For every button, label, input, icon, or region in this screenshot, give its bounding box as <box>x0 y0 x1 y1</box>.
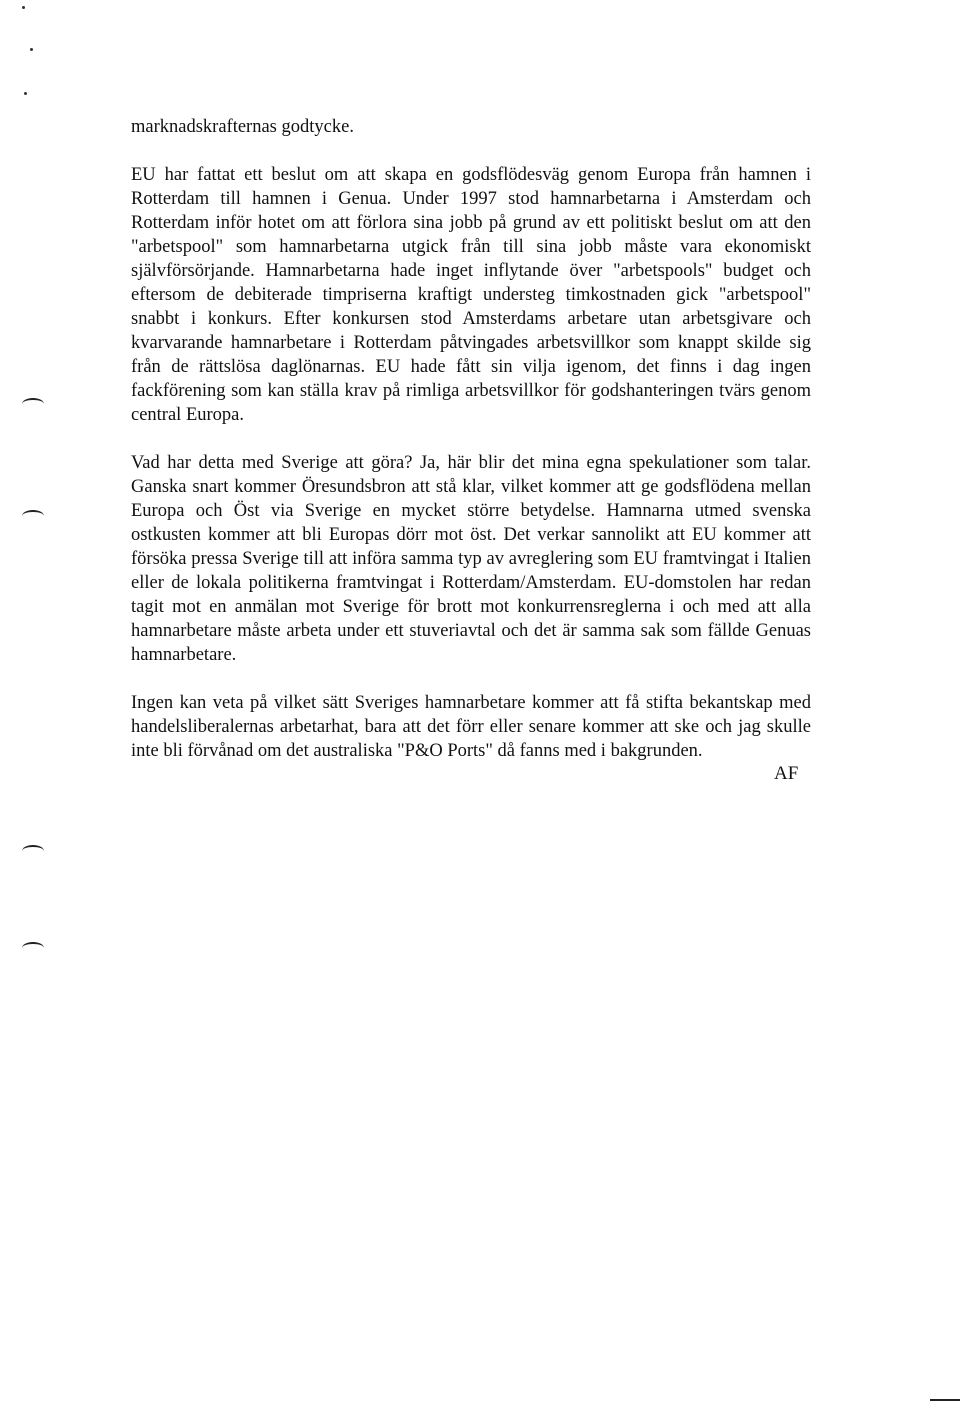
scan-mark <box>22 845 44 857</box>
document-body <box>131 115 811 763</box>
paragraph-sweden: Vad har detta med Sverige att göra? Ja, här blir det mina egna spekulationer som talar. Ganska snart kommer Öresundsbron att stå klar, vilket kommer att ge godsflödena mellan Europa och Öst via Sverige en mycket större betydelse. Hamnarna utmed svenska ostkusten kommer att bli Europas dörr mot öst. Det verkar sannolikt att EU kommer att försöka pressa Sverige till att införa samma typ av avreglering som EU framtvingat i Italien eller de lokala politikerna framtvingat i Rotterdam/Amsterdam. EU-domstolen har redan tagit mot en anmälan mot Sverige för brott mot konkurrensreglerna i och med att alla hamnarbetare måste arbeta under ett stuveriavtal och det är samma sak som fällde Genuas hamnarbetare. <box>131 453 811 665</box>
scan-speck <box>24 92 27 95</box>
scan-speck <box>30 48 33 51</box>
scan-mark <box>22 510 44 522</box>
author-signature: AF <box>774 763 799 784</box>
paragraph-eu-decision: EU har fattat ett beslut om att skapa en godsflödesväg genom Europa från hamnen i Rotterdam till hamnen i Genua. Under 1997 stod hamnarbetarna i Amsterdam och Rotterdam inför hotet om att förlora sina jobb på grund av ett politiskt beslut om att den "arbetspool" som hamnarbetarna utgick från till sina jobb måste vara ekonomiskt självförsörjande. Hamnarbetarna hade inget inflytande över "arbetspools" budget och eftersom de debiterade timpriserna kraftigt understeg timkostnaden gick "arbetspool" snabbt i konkurs. Efter konkursen stod Amsterdams arbetare utan arbetsgivare och kvarvarande hamnarbetare i Rotterdam påtvingades arbetsvillkor som knappt skilde sig från de rättslösa daglönarnas. EU hade fått sin vilja igenom, det finns i dag ingen fackförening som kan ställa krav på rimliga arbetsvillkor för godshanteringen tvärs genom central Europa. <box>131 165 811 425</box>
scan-mark <box>22 942 44 954</box>
scan-edge-line <box>930 1399 960 1401</box>
scan-speck <box>22 6 25 9</box>
paragraph-closing: Ingen kan veta på vilket sätt Sveriges hamnarbetare kommer att få stifta bekantskap med handelsliberalernas arbetarhat, bara att det förr eller senare kommer att ske och jag skulle inte bli förvånad om det australiska "P&O Ports" då fanns med i bakgrunden. <box>131 693 811 761</box>
paragraph-continuation: marknadskrafternas godtycke. <box>131 117 354 137</box>
scan-mark <box>22 398 44 410</box>
